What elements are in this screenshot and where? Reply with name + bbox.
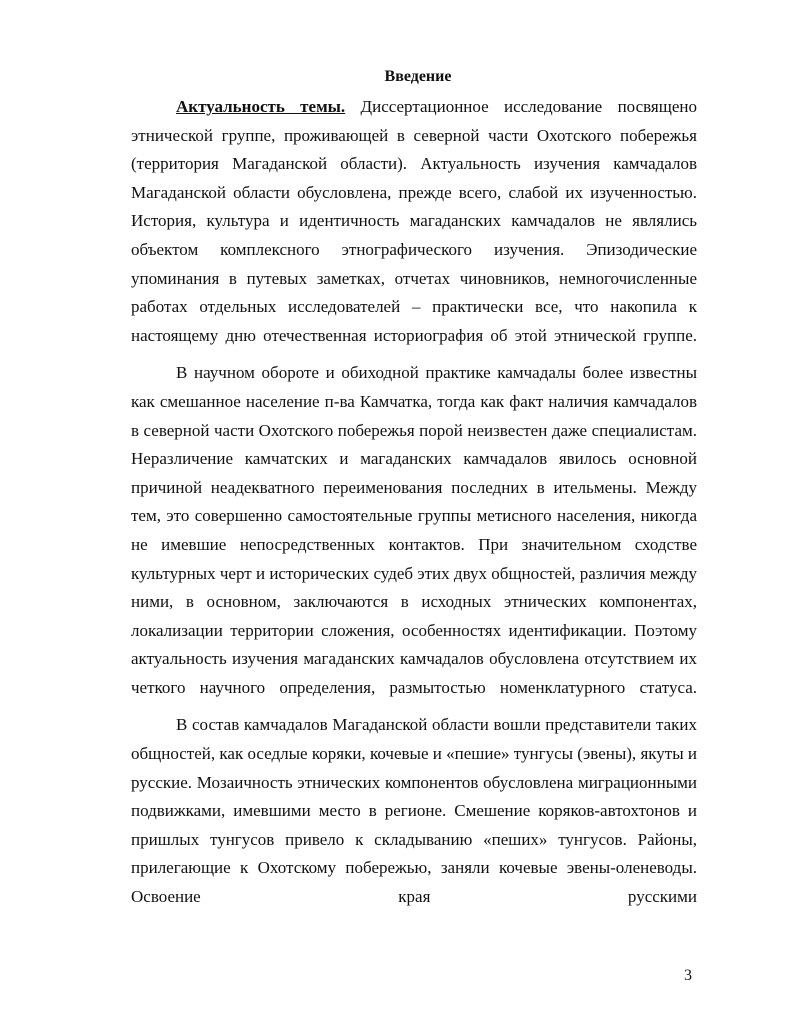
page-title: Введение <box>384 68 452 85</box>
paragraph-scientific-usage: В научном обороте и обиходной практике камчадалы более известны как смешанное население п-ва Камчатка, тогда как факт наличия камчадалов в северной части Охотского побережья порой неизвестен даже специалистам. Неразличение камчатских и магаданских камчадалов явилось основной причиной неадекватного переименования последних в ительмены. Между тем, это совершенно самостоятельные группы метисного населения, никогда не имевшие непосредственных контактов. При значительном сходстве культурных черт и исторических судеб этих двух общностей, различия между ними, в основном, заключаются в исходных этнических компонентах, локализации территории сложения, особенностях идентификации. Поэтому актуальность изучения магаданских камчадалов обусловлена отсутствием их четкого научного определения, размытостью номенклатурного статуса. <box>131 363 697 697</box>
page-number: 3 <box>684 967 692 984</box>
paragraph-lead: Актуальность темы. <box>176 97 346 116</box>
paragraph-text: Диссертационное исследование посвящено этнической группе, проживающей в северной части Охотского побережья (территория Магаданской области). Актуальность изучения камчадалов Магаданской области обусловлена, прежде всего, слабой их изученностью. История, культура и идентичность магаданских камчадалов не являлись объектом комплексного этнографического изучения. Эпизодические упоминания в путевых заметках, отчетах чиновников, немногочисленные работах отдельных исследователей – практически все, что накопила к настоящему дню отечественная историография об этой этнической группе. <box>131 97 697 345</box>
body-text <box>131 93 697 912</box>
paragraph-relevance <box>131 93 697 350</box>
paragraph-composition: В состав камчадалов Магаданской области вошли представители таких общностей, как оседлые коряки, кочевые и «пешие» тунгусы (эвены), якуты и русские. Мозаичность этнических компонентов обусловлена миграционными подвижками, имевшими место в регионе. Смешение коряков-автохтонов и пришлых тунгусов привело к складыванию «пеших» тунгусов. Районы, прилегающие к Охотскому побережью, заняли кочевые эвены-оленеводы. Освоение края русскими <box>131 715 697 907</box>
